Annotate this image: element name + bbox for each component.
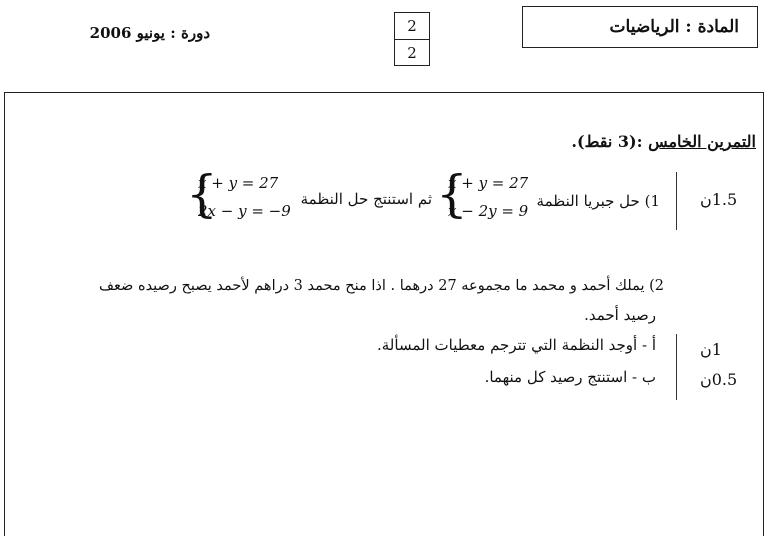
system-2-eq-2: 2x − y = −9: [198, 202, 291, 220]
q2a-points: 1ن: [700, 340, 722, 359]
system-1-eq-2: x − 2y = 9: [448, 202, 529, 220]
points-divider: [676, 334, 677, 400]
exercise-points: :(3 نقط).: [571, 132, 643, 151]
system-1: [436, 165, 536, 226]
q2-line-2: رصيد أحمد.: [584, 306, 656, 324]
q2-line-1: 2) يملك أحمد و محمد ما مجموعه 27 درهما . اذا منح محمد 3 دراهم لأحمد يصبح رصيده ضعف: [99, 278, 664, 294]
session-label: دورة : يونيو 2006: [89, 24, 210, 42]
system-brace: {: [186, 165, 218, 223]
system-1-eq-1: x + y = 27: [448, 174, 529, 192]
q2b-points: 0.5ن: [700, 370, 738, 389]
q1-points: 1.5ن: [700, 190, 738, 209]
q2a-text: أ - أوجد النظمة التي تترجم معطيات المسألة.: [377, 336, 656, 354]
system-2-eq-1: x + y = 27: [198, 174, 279, 192]
q1-then-text: ثم استنتج حل النظمة: [300, 190, 432, 208]
subject-label: المادة : الرياضيات: [609, 17, 739, 37]
q1-text: 1) حل جبريا النظمة: [536, 192, 660, 210]
page-total: 2: [407, 44, 417, 62]
subject-box: [522, 6, 758, 48]
page-current: 2: [395, 13, 429, 40]
system-brace: {: [436, 165, 468, 223]
system-2: [186, 165, 291, 226]
exercise-title-text: التمرين الخامس: [648, 132, 756, 151]
page-number-box: [394, 12, 430, 66]
exercise-title: [566, 132, 756, 151]
points-divider: [676, 172, 677, 230]
q2b-text: ب - استنتج رصيد كل منهما.: [484, 368, 656, 386]
